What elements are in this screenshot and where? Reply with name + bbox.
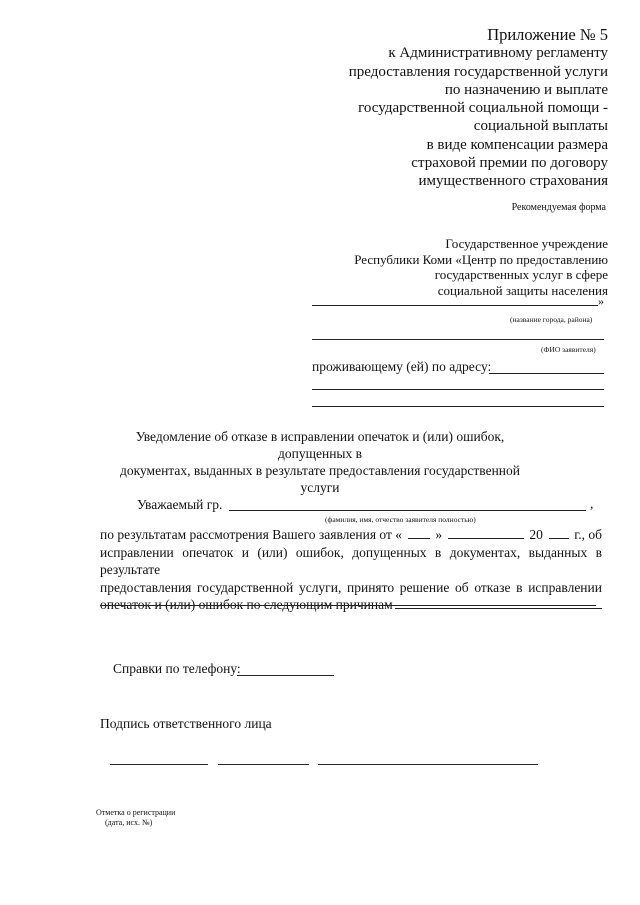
- year-field[interactable]: [549, 527, 569, 539]
- phone-field-line[interactable]: [237, 675, 334, 676]
- refusal-paragraph: [100, 526, 602, 614]
- applicant-name-caption: (ФИО заявителя): [541, 345, 596, 354]
- institution-line: Республики Коми «Центр по предоставлению: [354, 251, 608, 267]
- address-line-1[interactable]: [489, 373, 604, 374]
- phone-label: Справки по телефону:: [113, 661, 241, 676]
- appendix-number: Приложение № 5: [487, 25, 608, 44]
- recipient-name-line[interactable]: [229, 510, 586, 511]
- institution-line: социальной защиты населения: [437, 282, 608, 298]
- closing-quote: »: [598, 294, 604, 308]
- appendix-line: в виде компенсации размера: [426, 136, 608, 153]
- institution-line: Государственное учреждение: [445, 236, 608, 251]
- address-line-3[interactable]: [312, 406, 604, 407]
- institution-block: [278, 236, 608, 298]
- paragraph-text: 20: [529, 527, 543, 542]
- appendix-header: [188, 26, 608, 191]
- appendix-line: к Административному регламенту: [388, 45, 608, 62]
- registration-mark: [96, 808, 175, 828]
- address-label: проживающему (ей) по адресу:: [312, 359, 492, 374]
- registration-line: (дата, исх. №): [105, 818, 153, 827]
- appendix-line: социальной выплаты: [473, 118, 608, 135]
- month-field[interactable]: [448, 527, 524, 539]
- appendix-line: страховой премии по договору: [411, 155, 608, 172]
- recipient-name-caption: (фамилия, имя, отчество заявителя полностью): [325, 515, 476, 524]
- recommended-form-label: Рекомендуемая форма: [511, 202, 606, 213]
- notice-title-line: Уведомление об отказе в исправлении опечаток и (или) ошибок, допущенных в: [135, 429, 505, 461]
- applicant-name-line[interactable]: [312, 339, 604, 340]
- paragraph-line: предоставления государственной услуги, принято решение об отказе в исправлении: [100, 579, 602, 595]
- city-caption: (название города, района): [510, 315, 593, 324]
- appendix-line: имущественного страхования: [418, 173, 608, 190]
- notice-title: [100, 428, 540, 496]
- paragraph-line: исправлении опечаток и (или) ошибок, допущенных в документах, выданных в результате: [100, 544, 602, 577]
- signature-line[interactable]: [218, 764, 309, 765]
- signature-label: Подпись ответственного лица: [100, 716, 272, 731]
- address-line-2[interactable]: [312, 389, 604, 390]
- institution-line: государственных услуг в сфере: [434, 267, 608, 282]
- city-field-line[interactable]: [312, 305, 598, 306]
- salutation-comma: ,: [590, 496, 594, 511]
- paragraph-line: [100, 526, 602, 544]
- paragraph-text: опечаток и (или) ошибок по следующим причинам: [100, 597, 393, 612]
- paragraph-text: по результатам рассмотрения Вашего заявления от «: [100, 527, 403, 542]
- registration-line: Отметка о регистрации: [96, 808, 176, 817]
- notice-title-line: документах, выданных в результате предоставления государственной услуги: [119, 463, 520, 495]
- paragraph-text: »: [435, 527, 443, 542]
- reason-field-line-2[interactable]: [100, 605, 596, 606]
- signature-position-line[interactable]: [110, 764, 208, 765]
- appendix-line: государственной социальной помощи -: [358, 100, 608, 117]
- signature-name-line[interactable]: [318, 764, 538, 765]
- appendix-line: предоставления государственной услуги: [348, 63, 608, 80]
- reason-field-line[interactable]: [395, 597, 602, 609]
- day-field[interactable]: [408, 527, 430, 539]
- salutation-label: Уважаемый гр.: [137, 497, 223, 512]
- appendix-line: по назначению и выплате: [444, 81, 608, 98]
- paragraph-text: г., об: [574, 527, 602, 542]
